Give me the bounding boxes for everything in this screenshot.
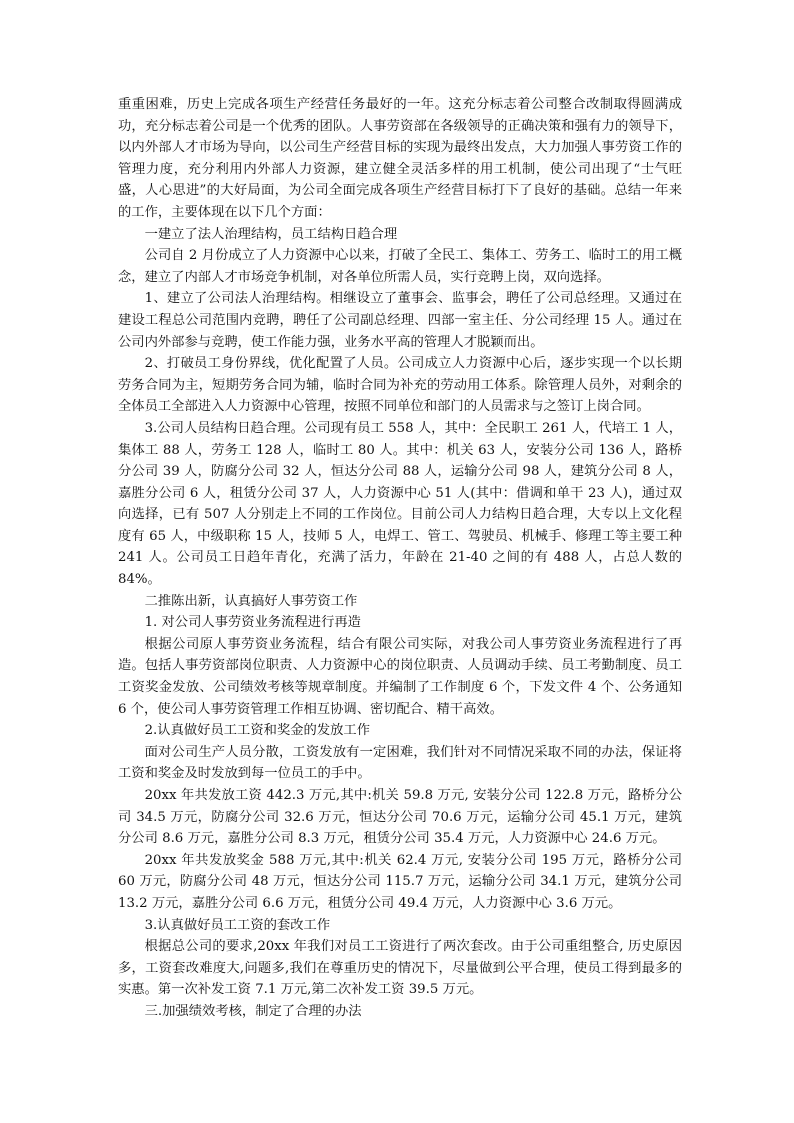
- body-paragraph: 面对公司生产人员分散，工资发放有一定困难，我们针对不同情况采取不同的办法，保证将工资和奖金及时发放到每一位员工的手中。: [118, 744, 682, 782]
- body-paragraph: 20xx 年共发放奖金 588 万元,其中:机关 62.4 万元, 安装分公司 195 万元，路桥分公司 60 万元，防腐分公司 48 万元，恒达分公司 115.7 万元，运输分公司 34.1 万元，建筑分公司 13.2 万元，嘉胜分公司 6.6 万元，租赁分公司 49.4 万元，人力资源中心 3.6 万元。: [118, 852, 682, 911]
- body-paragraph: 根据公司原人事劳资业务流程，结合有限公司实际，对我公司人事劳资业务流程进行了再造。包括人事劳资部岗位职责、人力资源中心的岗位职责、人员调动手续、员工考勤制度、员工工资奖金发放、公司绩效考核等规章制度。并编制了工作制度 6 个，下发文件 4 个、公务通知 6 个，使公司人事劳资管理工作相互协调、密切配合、精干高效。: [118, 636, 682, 717]
- section-heading: 一建立了法人治理结构，员工结构日趋合理: [144, 226, 398, 242]
- section-heading: 3.认真做好员工工资的套改工作: [144, 917, 331, 933]
- body-paragraph: 20xx 年共发放工资 442.3 万元,其中:机关 59.8 万元, 安装分公司 122.8 万元，路桥分公司 34.5 万元，防腐分公司 32.6 万元，恒达分公司 70.6 万元，运输分公司 45.1 万元，建筑分公司 8.6 万元，嘉胜分公司 8.3 万元，租赁分公司 35.4 万元，人力资源中心 24.6 万元。: [118, 788, 682, 847]
- body-paragraph: 重重困难，历史上完成各项生产经营任务最好的一年。这充分标志着公司整合改制取得圆满成功，充分标志着公司是一个优秀的团队。人事劳资部在各级领导的正确决策和强有力的领导下，以内外部人才市场为导向，以公司生产经营目标的实现为最终出发点，大力加强人事劳资工作的管理力度，充分利用内外部人力资源，建立健全灵活多样的用工机制，使公司出现了“士气旺盛，人心思进”的大好局面，为公司全面完成各项生产经营目标打下了良好的基础。总结一年来的工作，主要体现在以下几个方面：: [118, 97, 682, 220]
- body-paragraph: 2、打破员工身份界线，优化配置了人员。公司成立人力资源中心后，逐步实现一个以长期劳务合同为主，短期劳务合同为辅，临时合同为补充的劳动用工体系。除管理人员外，对剩余的全体员工全部进入人力资源中心管理，按照不同单位和部门的人员需求与之签订上岗合同。: [118, 356, 682, 415]
- body-paragraph: 根据总公司的要求,20xx 年我们对员工工资进行了两次套改。由于公司重组整合, 历史原因多，工资套改难度大,问题多,我们在尊重历史的情况下，尽量做到公平合理，使员工得到最多的实惠。第一次补发工资 7.1 万元,第二次补发工资 39.5 万元。: [118, 939, 682, 998]
- body-paragraph: 3.公司人员结构日趋合理。公司现有员工 558 人，其中：全民职工 261 人，代培工 1 人，集体工 88 人，劳务工 128 人，临时工 80 人。其中：机关 63 人，安装分公司 136 人，路桥分公司 39 人，防腐分公司 32 人，恒达分公司 88 人，运输分公司 98 人，建筑分公司 8 人，嘉胜分公司 6 人，租赁分公司 37 人，人力资源中心 51 人(其中：借调和单干 23 人)，通过双向选择，已有 507 人分别走上不同的工作岗位。目前公司人力结构日趋合理，大专以上文化程度有 65 人，中级职称 15 人，技师 5 人，电焊工、管工、驾驶员、机械手、修理工等主要工种 241 人。公司员工日趋年青化，充满了活力，年龄在 21-40 之间的有 488 人，占总人数的 84%。: [118, 420, 682, 588]
- section-heading: 二推陈出新，认真搞好人事劳资工作: [144, 593, 358, 609]
- section-heading: 三.加强绩效考核，制定了合理的办法: [144, 1003, 362, 1019]
- section-heading: 2.认真做好员工工资和奖金的发放工作: [144, 723, 371, 739]
- body-paragraph: 1、建立了公司法人治理结构。相继设立了董事会、监事会，聘任了公司总经理。又通过在建设工程总公司范围内竞聘，聘任了公司副总经理、四部一室主任、分公司经理 15 人。通过在公司内外部参与竞聘，使工作能力强，业务水平高的管理人才脱颖而出。: [118, 291, 682, 350]
- section-heading: 1. 对公司人事劳资业务流程进行再造: [144, 615, 361, 631]
- body-paragraph: 公司自 2 月份成立了人力资源中心以来，打破了全民工、集体工、劳务工、临时工的用工概念，建立了内部人才市场竞争机制，对各单位所需人员，实行竞聘上岗，双向选择。: [118, 248, 682, 285]
- document-body: [118, 94, 682, 1023]
